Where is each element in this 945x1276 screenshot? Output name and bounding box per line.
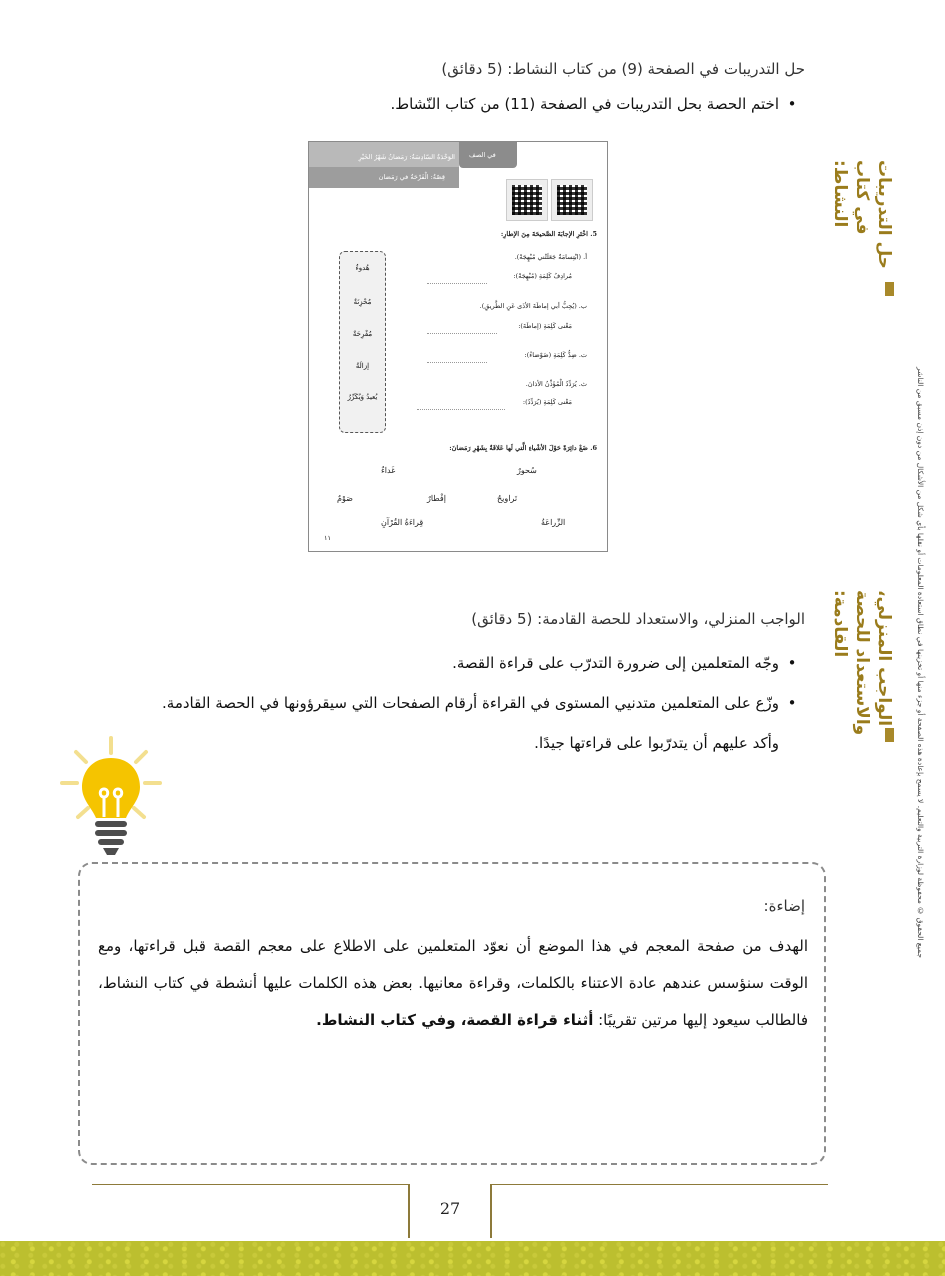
- tip-bold-text: أثناء قراءة القصة، وفي كتاب النشاط.: [316, 1011, 594, 1029]
- book-item: مَعْنى كَلِمَةِ (إماطَةَ):: [518, 322, 572, 330]
- list-item: [390, 95, 805, 113]
- list-item-text: وزّع على المتعلمين متدنيي المستوى في القراءة أرقام الصفحات التي سيقرؤونها في الحصة القادمة.: [162, 694, 779, 712]
- side-label-homework: الواجب المنزلي، والاستعداد للحصة القادمة:: [830, 590, 894, 736]
- answer-line: [427, 332, 497, 334]
- book-option: سُحورٌ: [517, 466, 537, 475]
- footer-line: [92, 1184, 408, 1185]
- word-option: إزالَةُ: [355, 362, 370, 370]
- light-bulb-icon: [58, 735, 168, 860]
- section-heading: الواجب المنزلي، والاستعداد للحصة القادمة: (5 دقائق): [471, 610, 805, 628]
- book-item: ب. (يُحِبُّ أبي إماطَةَ الأذَى عَنِ الطَّريقِ).: [479, 302, 587, 310]
- qr-code-icon: [507, 180, 547, 220]
- book-item: مَعْنى كَلِمَةِ (يُرَدِّدُ):: [522, 398, 572, 406]
- bullet-icon: •: [787, 654, 797, 672]
- book-tab-label: في الصف: [469, 151, 496, 159]
- answer-line: [417, 408, 505, 410]
- side-label-activity: حل التدريبات في كتاب النشاط:: [830, 160, 894, 269]
- bullet-icon: •: [787, 95, 797, 113]
- book-item: مُرادِفُ كَلِمَةِ (مُبْهِجَةً):: [513, 272, 572, 280]
- book-question: 6. ضَعْ دائِرَةً حَوْلَ الأشْياءِ الَّتي لَها عَلاقَةٌ بِشَهْرِ رَمَضانَ:: [449, 444, 597, 452]
- list-item: [452, 654, 805, 672]
- list-item-continuation: [534, 734, 805, 752]
- qr-code-icon: [552, 180, 592, 220]
- list-item: [162, 694, 805, 712]
- word-option: هُدوءٌ: [355, 264, 370, 272]
- book-option: إفْطارٌ: [427, 494, 446, 503]
- list-item-text: اختم الحصة بحل التدريبات في الصفحة (11) من كتاب النّشاط.: [390, 95, 779, 113]
- book-option: الزِّراعَةُ: [541, 518, 566, 527]
- activity-book-page: [308, 141, 608, 552]
- book-option: صَوْمٌ: [337, 494, 353, 503]
- word-option: مُحْزِنَةٌ: [353, 298, 372, 306]
- book-item: ث. يُرَدِّدُ الْمُؤَذِّنُ الأذانَ.: [525, 380, 587, 388]
- side-label-marker: [885, 282, 894, 296]
- book-unit-title: الوَحْدَةُ السّادِسَةُ: رَمَضانُ شَهْرُ الخَيْرِ: [358, 153, 455, 161]
- book-item: أ. (ابْتِسامَةٌ جَعَلَتْني مُبْهِجَةً).: [514, 253, 587, 261]
- copyright-notice: جميع الحقوق © محفوظة لوزارة التربية والتعليم. لا يسمح بإعادة هذه الصفحة أو جزء منها أو تخزينها في نطاق استعادة المعلومات أو نقلها بأي شكل من الأشكال من دون إذن مسبق من الناشر: [916, 366, 925, 958]
- answer-line: [427, 361, 487, 363]
- book-story-title: قِصّةُ: الْفَرْحَةُ في رَمَضان: [378, 173, 445, 181]
- section-heading: حل التدريبات في الصفحة (9) من كتاب النشاط: (5 دقائق): [441, 60, 805, 78]
- footer-decorative-band: [0, 1241, 945, 1276]
- book-item: ت. ضِدُّ كَلِمَةِ (ضَوْضاءُ):: [524, 351, 587, 359]
- tip-body: الهدف من صفحة المعجم في هذا الموضع أن نعوّد المتعلمين على الاطلاع على معجم القصة قبل قراءتها، ومع الوقت سنؤسس عندهم عادة الاعتناء بالكلمات، وقراءة معانيها. بعض هذه الكلمات عليها أنشطة في كتاب النشاط، فالطالب سيعود إليها مرتين تقريبًا:: [98, 937, 808, 1029]
- bullet-icon: •: [787, 694, 797, 712]
- word-option: يُعيدُ وَيُكَرِّرُ: [347, 393, 378, 401]
- tip-title: إضاءة:: [763, 897, 805, 915]
- book-page-number: ١١: [324, 534, 331, 542]
- word-option: مُفْرِحَةٌ: [352, 330, 373, 338]
- list-item-text: وجّه المتعلمين إلى ضرورة التدرّب على قراءة القصة.: [452, 654, 779, 672]
- answer-line: [427, 282, 487, 284]
- book-option: غَداءٌ: [381, 466, 396, 475]
- book-question: 5. اخْتَرِ الإجابَةَ الصَّحيحَةَ مِنَ الإطارِ:: [500, 230, 597, 238]
- tip-text: [98, 928, 808, 1039]
- book-option: تَراويحُ: [497, 494, 518, 503]
- word-box: [339, 251, 386, 433]
- side-label-marker: [885, 728, 894, 742]
- page-number: 27: [439, 1199, 461, 1218]
- book-option: قِراءَةُ القُرْآنِ: [381, 518, 424, 527]
- list-item-text: وأكد عليهم أن يتدرّبوا على قراءتها جيدًا.: [534, 734, 779, 752]
- footer-line: [492, 1184, 828, 1185]
